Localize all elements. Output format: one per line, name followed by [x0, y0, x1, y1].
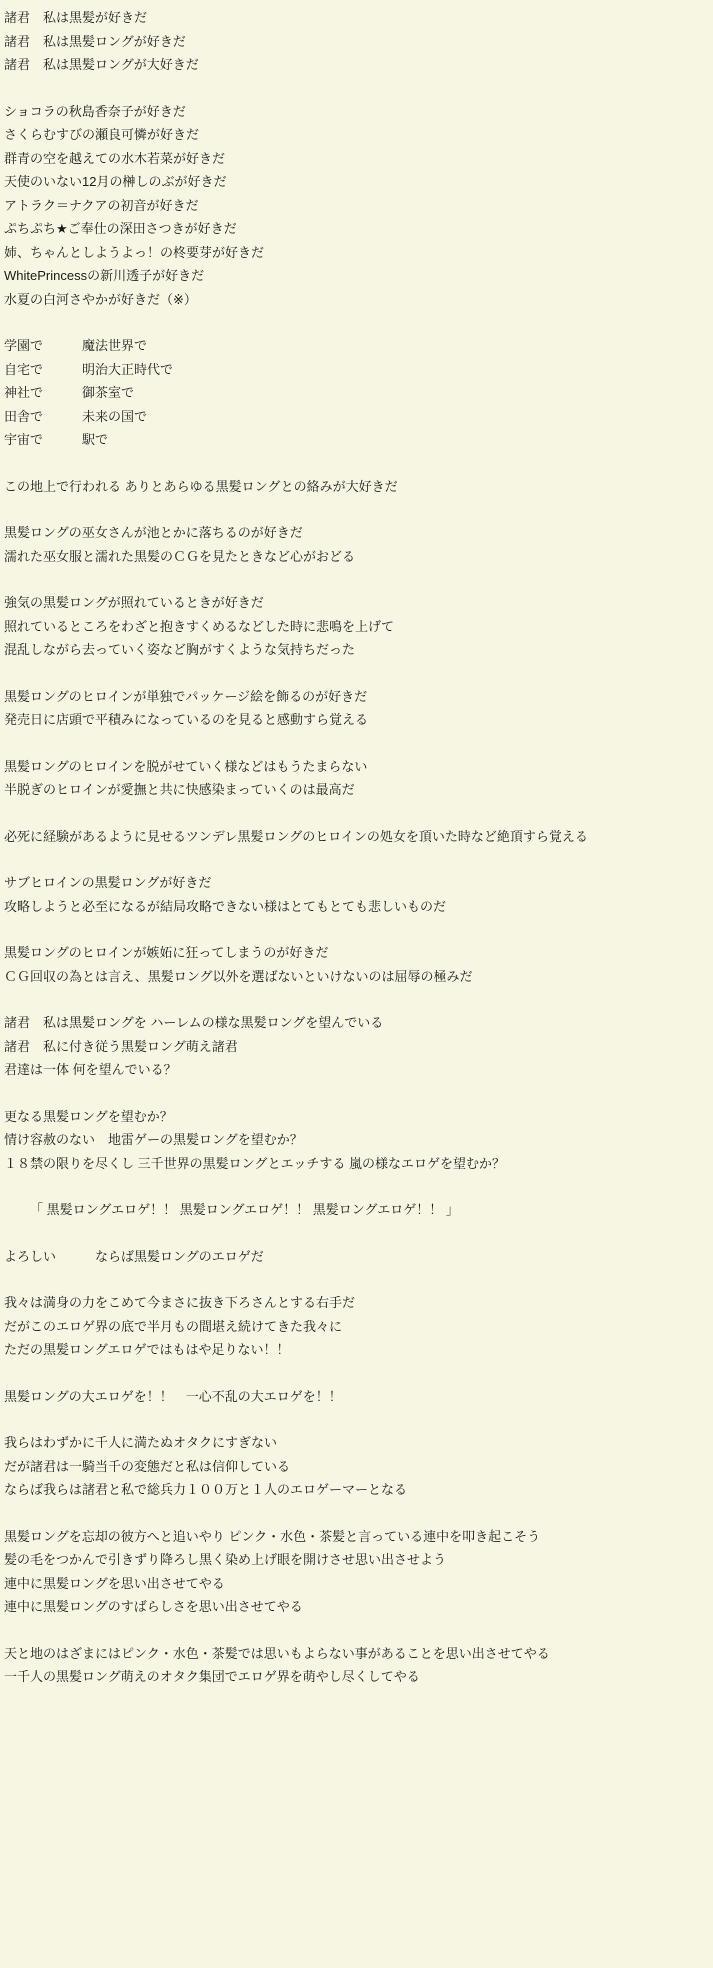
text-line: アトラク＝ナクアの初音が好きだ [4, 197, 199, 213]
paragraph-spacer [0, 918, 713, 941]
text-block [0, 6, 713, 77]
text-line: 天と地のはざまにはピンク・水色・茶髪では思いもよらない事があることを思い出させてやる [4, 1645, 550, 1661]
paragraph-spacer [0, 1502, 713, 1525]
text-line: 黒髪ロングのヒロインが単独でパッケージ絵を飾るのが好きだ [4, 688, 368, 704]
text-line: 情け容赦のない 地雷ゲーの黒髪ロングを望むか？ [4, 1132, 303, 1147]
text-line: よろしい ならば黒髪ロングのエロゲだ [4, 1248, 264, 1264]
paragraph-spacer [0, 732, 713, 755]
text-block [0, 1245, 713, 1269]
text-line: 黒髪ロングの大エロゲを！！ 一心不乱の大エロゲを！！ [4, 1388, 342, 1404]
text-line: 黒髪ロングのヒロインを脱がせていく様などはもうたまらない [4, 758, 368, 774]
text-line: 自宅で 明治大正時代で [4, 361, 174, 377]
paragraph-spacer [0, 802, 713, 825]
text-line: この地上で行われる ありとあらゆる黒髪ロングとの絡みが大好きだ [4, 478, 398, 494]
text-block [0, 521, 713, 568]
text-block [0, 1198, 713, 1222]
text-line: だが諸君は一騎当千の変態だと私は信仰している [4, 1458, 291, 1474]
text-block [0, 825, 713, 849]
text-line: 諸君 私は黒髪ロングが大好きだ [4, 57, 199, 72]
text-line: 必死に経験があるように見せるツンデレ黒髪ロングのヒロインの処女を頂いた時など絶頂すら覚える [4, 828, 588, 844]
text-line: 連中に黒髪ロングのすばらしさを思い出させてやる [4, 1599, 303, 1614]
text-line: さくらむすびの瀬良可憐が好きだ [4, 127, 200, 142]
paragraph-spacer [0, 498, 713, 521]
text-line: ならば我らは諸君と私で総兵力１００万と１人のエロゲーマーとなる [4, 1482, 408, 1497]
paragraph-spacer [0, 452, 713, 475]
text-block [0, 1291, 713, 1362]
text-line: ショコラの秋島香奈子が好きだ [4, 103, 186, 119]
text-block [0, 475, 713, 499]
text-block [0, 755, 713, 802]
paragraph-spacer [0, 662, 713, 685]
text-block [0, 941, 713, 988]
text-line: サブヒロインの黒髪ロングが好きだ [4, 875, 212, 890]
text-line: 強気の黒髪ロングが照れているときが好きだ [4, 595, 264, 610]
text-line: 諸君 私は黒髪ロングを ハーレムの様な黒髪ロングを望んでいる [4, 1015, 384, 1030]
text-line: 神社で 御茶室で [4, 385, 135, 400]
text-line: ＣＧ回収の為とは言え、黒髪ロング以外を選ばないといけないのは屈辱の極みだ [4, 968, 473, 984]
text-line: 発売日に店頭で平積みになっているのを見ると感動すら覚える [4, 712, 369, 727]
paragraph-spacer [0, 848, 713, 871]
text-line: 更なる黒髪ロングを望むか？ [4, 1108, 173, 1124]
text-line: 我々は満身の力をこめて今まさに抜き下ろさんとする右手だ [4, 1295, 356, 1310]
text-block [0, 100, 713, 312]
text-line: ただの黒髪ロングエロゲではもはや足りない！！ [4, 1342, 290, 1357]
text-line: 連中に黒髪ロングを思い出させてやる [4, 1575, 225, 1591]
text-block [0, 1525, 713, 1619]
text-block [0, 591, 713, 662]
text-block [0, 1105, 713, 1176]
text-line: WhitePrincessの新川透子が好きだ [4, 268, 205, 283]
text-block [0, 1642, 713, 1689]
paragraph-spacer [0, 1175, 713, 1198]
text-line: 半脱ぎのヒロインが愛撫と共に快感染まっていくのは最高だ [4, 782, 355, 797]
text-line: １８禁の限りを尽くし 三千世界の黒髪ロングとエッチする 嵐の様なエロゲを望むか？ [4, 1155, 505, 1171]
text-line: 我らはわずかに千人に満たぬオタクにすぎない [4, 1435, 278, 1450]
text-line: 天使のいない12月の榊しのぶが好きだ [4, 174, 227, 189]
text-line: 黒髪ロングを忘却の彼方へと追いやり ピンク・水色・茶髪と言っている連中を叩き起こそう [4, 1528, 541, 1544]
text-line: 髪の毛をつかんで引きずり降ろし黒く染め上げ眼を開けさせ思い出させよう [4, 1552, 447, 1567]
paragraph-spacer [0, 988, 713, 1011]
text-line: 照れているところをわざと抱きすくめるなどした時に悲鳴を上げて [4, 618, 395, 634]
text-line: 黒髪ロングの巫女さんが池とかに落ちるのが好きだ [4, 525, 303, 540]
text-line: 姉、ちゃんとしようよっ！の柊要芽が好きだ [4, 244, 265, 260]
text-line: 混乱しながら去っていく姿など胸がすくような気持ちだった [4, 642, 356, 657]
text-line: 一千人の黒髪ロング萌えのオタク集団でエロゲ界を萌やし尽くしてやる [4, 1669, 420, 1684]
text-block [0, 871, 713, 918]
text-line: 攻略しようと必至になるが結局攻略できない様はとてもとても悲しいものだ [4, 898, 447, 914]
text-line: 諸君 私は黒髪ロングが好きだ [4, 33, 186, 49]
paragraph-spacer [0, 1408, 713, 1431]
paragraph-spacer [0, 77, 713, 100]
paragraph-spacer [0, 1268, 713, 1291]
paragraph-spacer [0, 1222, 713, 1245]
text-line: 黒髪ロングのヒロインが嫉妬に狂ってしまうのが好きだ [4, 945, 329, 960]
text-line: 学園で 魔法世界で [4, 338, 148, 353]
text-line: 「 黒髪ロングエロゲ！！ 黒髪ロングエロゲ！！ 黒髪ロングエロゲ！！ 」 [30, 1202, 459, 1217]
text-line: 群青の空を越えての水木若菜が好きだ [4, 150, 226, 166]
text-line: 諸君 私は黒髪が好きだ [4, 10, 148, 25]
text-line: だがこのエロゲ界の底で半月もの間堪え続けてきた我々に [4, 1318, 343, 1334]
text-line: ぷちぷち★ご奉仕の深田さつきが好きだ [4, 221, 237, 236]
text-line: 君達は一体 何を望んでいる？ [4, 1062, 177, 1077]
text-block [0, 685, 713, 732]
text-line: 田舎で 未来の国で [4, 408, 148, 424]
text-block [0, 1385, 713, 1409]
text-line: 宇宙で 駅で [4, 432, 109, 447]
paragraph-spacer [0, 1362, 713, 1385]
paragraph-spacer [0, 568, 713, 591]
text-block [0, 1431, 713, 1502]
text-line: 濡れた巫女服と濡れた黒髪のＣＧを見たときなど心がおどる [4, 548, 356, 564]
text-line: 諸君 私に付き従う黒髪ロング萌え諸君 [4, 1038, 238, 1054]
paragraph-spacer [0, 1082, 713, 1105]
paragraph-spacer [0, 1619, 713, 1642]
paragraph-spacer [0, 311, 713, 334]
text-block [0, 334, 713, 452]
text-block [0, 1011, 713, 1082]
text-line: 水夏の白河さやかが好きだ（※） [4, 291, 197, 307]
